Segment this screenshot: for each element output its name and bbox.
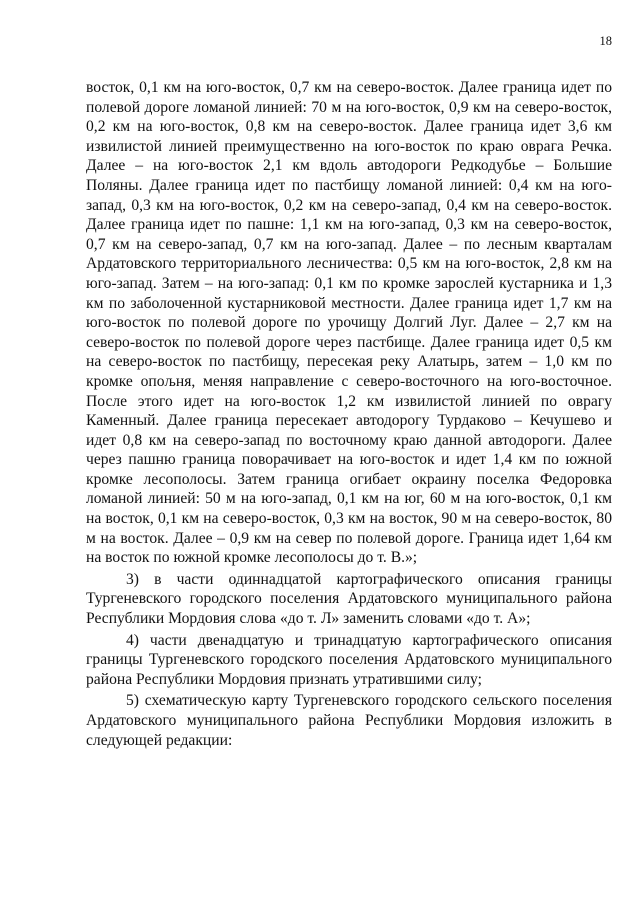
paragraph-boundary-description: восток, 0,1 км на юго-восток, 0,7 км на северо-восток. Далее граница идет по полевой дороге ломаной линией: 70 м на юго-восток, 0,9 км на северо-восток, 0,2 км на юго-восток, 0,8 км на северо-восток. Далее граница идет 3,6 км извилистой линией преимущественно на юго-восток по краю оврага Речка. Далее – на юго-восток 2,1 км вдоль автодороги Редкодубье – Большие Поляны. Далее граница идет по пастбищу ломаной линией: 0,4 км на юго-запад, 0,3 км на юго-восток, 0,2 км на северо-запад, 0,4 км на северо-восток. Далее граница идет по пашне: 1,1 км на юго-запад, 0,3 км на северо-восток, 0,7 км на северо-запад, 0,7 км на юго-запад. Далее – по лесным кварталам Ардатовского территориального лесничества: 0,5 км на юго-восток, 2,8 км на юго-запад. Затем – на юго-запад: 0,1 км по кромке зарослей кустарника и 1,3 км по заболоченной кустарниковой местности. Далее граница идет 1,7 км на юго-восток по полевой дороге по урочищу Долгий Луг. Далее – 2,7 км на северо-восток по полевой дороге через пастбище. Далее граница идет 0,5 км на северо-восток по пастбищу, пересекая реку Алатырь, затем – 1,0 км по кромке опољня, меняя направление с северо-восточного на юго-восточное. После этого идет на юго-восток 1,2 км извилистой линией по оврагу Каменный. Далее граница пересекает автодорогу Турдаково – Кечушево и идет 0,8 км на северо-запад по восточному краю данной автодороги. Далее через пашню граница поворачивает на юго-восток и идет 1,4 км по южной кромке лесополосы. Затем граница огибает окраину поселка Федоровка ломаной линией: 50 м на юго-запад, 0,1 км на юг, 60 м на юго-восток, 0,1 км на восток, 0,1 км на северо-восток, 0,3 км на восток, 90 м на северо-восток, 80 м на восток. Далее – 0,9 км на север по полевой дороге. Граница идет 1,64 км на восток по южной кромке лесополосы до т. В.»;	[86, 79, 612, 567]
paragraph-item-5: 5) схематическую карту Тургеневского городского сельского поселения Ардатовского муниципального района Республики Мордовия изложить в следующей редакции:	[86, 692, 612, 749]
paragraph-item-3: 3) в части одиннадцатой картографического описания границы Тургеневского городского поселения Ардатовского муниципального района Республики Мордовия слова «до т. Л» заменить словами «до т. А»;	[86, 570, 612, 628]
page-number: 18	[599, 34, 612, 48]
paragraph-item-4: 4) части двенадцатую и тринадцатую картографического описания границы Тургеневского городского поселения Ардатовского муниципального района Республики Мордовия признать утратившими силу;	[86, 631, 612, 688]
document-body	[86, 78, 612, 750]
